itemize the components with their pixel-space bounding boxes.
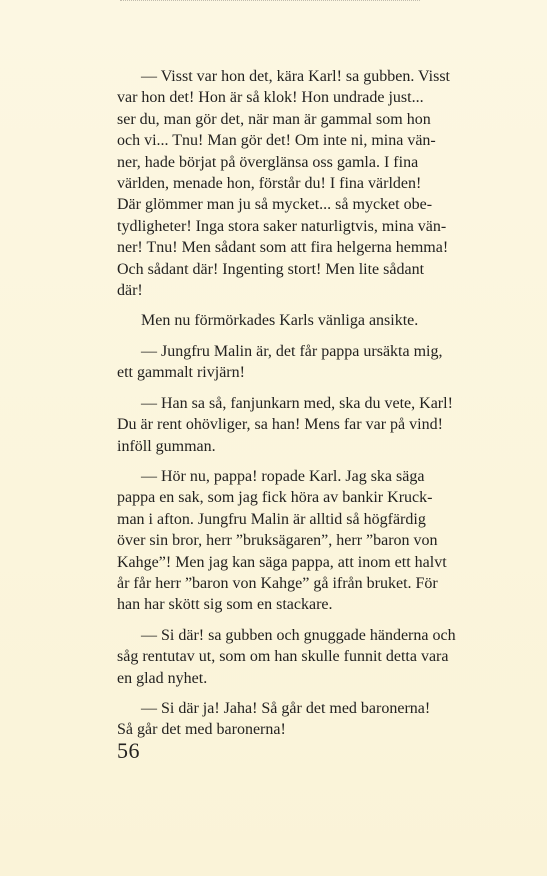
text-line: världen, menade hon, förstår du! I fina världen! [117, 175, 422, 193]
paragraph-5 [117, 466, 513, 616]
text-line: Men nu förmörkades Karls vänliga ansikte. [141, 312, 419, 330]
text-line: Och sådant där! Ingenting stort! Men lite sådant [117, 260, 425, 278]
text-line: var hon det! Hon är så klok! Hon undrade just... [117, 89, 424, 107]
text-line: över sin bror, herr ”bruksägaren”, herr ”baron von [117, 532, 438, 550]
text-line: ner! Tnu! Men sådant som att fira helgerna hemma! [117, 239, 449, 257]
text-line: man i afton. Jungfru Malin är alltid så högfärdig [117, 510, 426, 528]
text-line: Så går det med baronerna! [117, 721, 286, 739]
text-line: där! [117, 282, 143, 300]
text-line: Där glömmer man ju så mycket... så mycket obe- [117, 196, 433, 214]
text-line: — Si där ja! Jaha! Så går det med baronerna! [141, 699, 431, 717]
body-text [117, 66, 513, 750]
text-line: ser du, man gör det, när man är gammal som hon [117, 110, 431, 128]
text-line: ett gammalt rivjärn! [117, 364, 245, 382]
text-line: och vi... Tnu! Man gör det! Om inte ni, mina vän- [117, 132, 436, 150]
paragraph-2 [117, 310, 513, 331]
text-line: en glad nyhet. [117, 669, 208, 687]
paragraph-6 [117, 625, 513, 689]
paragraph-1 [117, 66, 513, 301]
text-line: Du är rent ohövliger, sa han! Mens far var på vind! [117, 416, 443, 434]
text-line: Kahge”! Men jag kan säga pappa, att inom ett halvt [117, 553, 447, 571]
text-line: inföll gumman. [117, 437, 216, 455]
paragraph-4 [117, 393, 513, 457]
page-number: 56 [117, 738, 140, 763]
text-line: år får herr ”baron von Kahge” gå ifrån bruket. För [117, 574, 438, 592]
text-line: — Si där! sa gubben och gnuggade händerna och [141, 626, 456, 644]
text-line: — Visst var hon det, kära Karl! sa gubben. Visst [141, 68, 450, 85]
text-line: — Jungfru Malin är, det får pappa ursäkta mig, [141, 342, 443, 360]
text-line: pappa en sak, som jag fick höra av bankir Kruck- [117, 489, 433, 507]
text-line: ner, hade börjat på överglänsa oss gamla. I fina [117, 153, 419, 171]
text-line: — Han sa så, fanjunkarn med, ska du vete, Karl! [141, 394, 453, 412]
text-line: — Hör nu, pappa! ropade Karl. Jag ska säga [141, 467, 425, 485]
page-top-edge [120, 0, 420, 3]
paragraph-7 [117, 698, 513, 741]
text-line: tydligheter! Inga stora saker naturligtvis, mina vän- [117, 217, 447, 235]
text-line: han har skött sig som en stackare. [117, 596, 333, 614]
paragraph-3 [117, 341, 513, 384]
text-line: såg rentutav ut, som om han skulle funnit detta vara [117, 648, 449, 666]
